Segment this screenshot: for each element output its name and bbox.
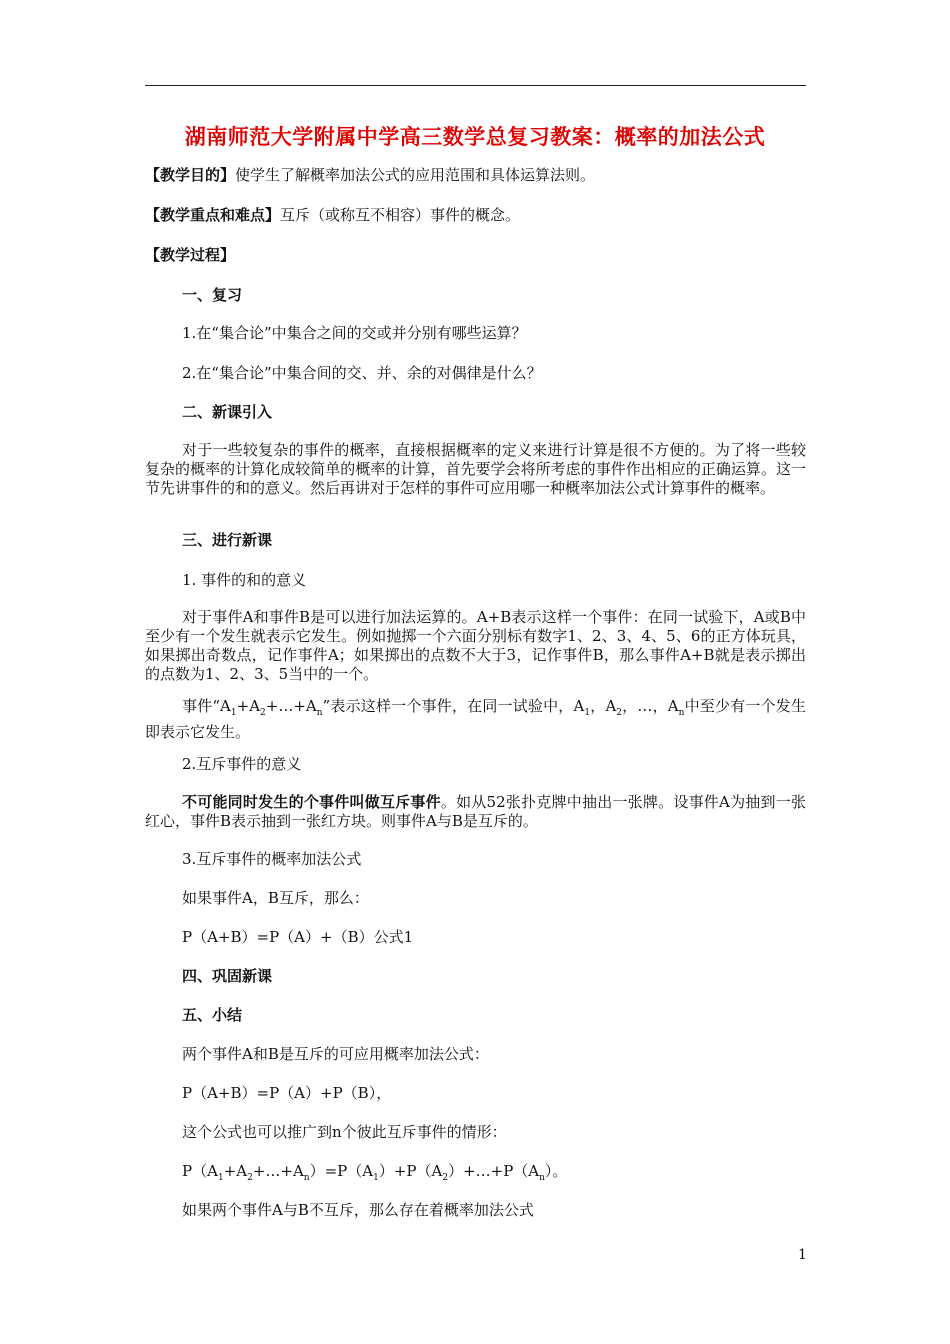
page-number: 1 xyxy=(798,1247,807,1263)
event-sum-paragraph: 对于事件A和事件B是可以进行加法运算的。A+B表示这样一个事件：在同一试验下，A或B中至少有一个发生就表示它发生。例如抛掷一个六面分别标有数字1、2、3、4、5、6的正方体玩具，如果掷出奇数点，记作事件A；如果掷出的点数不大于3，记作事件B，那么事件A+B就是表示掷出的点数为1、2、3、5当中的一个。 xyxy=(145,608,806,683)
f3-sub-2: 2 xyxy=(247,1173,253,1183)
subsection-mutually-exclusive: 2.互斥事件的意义 xyxy=(182,755,302,773)
document-title: 湖南师范大学附属中学高三数学总复习教案：概率的加法公式 xyxy=(184,125,766,149)
formula-1: P（A+B）=P（A）+（B）公式1 xyxy=(182,928,414,946)
f3-d: ）=P（A xyxy=(309,1162,374,1180)
f3-c: +…+A xyxy=(252,1162,304,1180)
summary-line-2: 这个公式也可以推广到n个彼此互斥事件的情形： xyxy=(182,1123,507,1141)
definition-rest: 。如从52张扑克牌中抽出一张牌。设事件A为抽到一张红心，事件B表示抽到一张红方块。则事件A与B是互斥的。 xyxy=(145,793,806,830)
objective-text: 使学生了解概率加法公式的应用范围和具体运算法则。 xyxy=(235,166,596,184)
f3-e: ）+P（A xyxy=(378,1162,443,1180)
p2-c: +…+A xyxy=(265,697,317,715)
event-sum-general-paragraph xyxy=(145,697,806,742)
sub-n: n xyxy=(316,708,323,718)
subsection-addition-formula: 3.互斥事件的概率加法公式 xyxy=(182,850,362,868)
intro-paragraph: 对于一些较复杂的事件的概率，直接根据概率的定义来进行计算是很不方便的。为了将一些较复杂的概率的计算化成较简单的概率的计算，首先要学会将所考虑的事件作出相应的正确运算。这一节先讲事件的和的意义。然后再讲对于怎样的事件可应用哪一种概率加法公式计算事件的概率。 xyxy=(145,441,806,497)
summary-line-3: 如果两个事件A与B不互斥，那么存在着概率加法公式 xyxy=(182,1201,534,1219)
header-rule xyxy=(145,85,806,86)
p2-e: ，A xyxy=(590,697,617,715)
f3-sub-2b: 2 xyxy=(442,1173,449,1183)
subsection-event-sum: 1. 事件的和的意义 xyxy=(182,571,307,589)
objective-line xyxy=(145,165,595,185)
process-label: 【教学过程】 xyxy=(145,246,236,264)
summary-line-1: 两个事件A和B是互斥的可应用概率加法公式： xyxy=(182,1045,489,1063)
section-summary-heading: 五、小结 xyxy=(182,1006,243,1024)
sub-nb: n xyxy=(678,708,685,718)
p2-d: ”表示这样一个事件，在同一试验中，A xyxy=(322,697,585,715)
if-exclusive-line: 如果事件A，B互斥，那么： xyxy=(182,889,369,907)
keypoints-text: 互斥（或称互不相容）事件的概念。 xyxy=(280,206,521,224)
f3-sub-nb: n xyxy=(539,1173,545,1183)
sub-1b: 1 xyxy=(584,708,591,718)
f3-f: ）+…+P（A xyxy=(448,1162,540,1180)
review-question-2: 2.在“集合论”中集合间的交、并、余的对偶律是什么？ xyxy=(182,364,542,382)
p2-f: ，…，A xyxy=(622,697,679,715)
keypoints-line xyxy=(145,205,520,225)
review-question-1: 1.在“集合论”中集合之间的交或并分别有哪些运算？ xyxy=(182,324,527,342)
f3-sub-1: 1 xyxy=(217,1173,224,1183)
f3-sub-1b: 1 xyxy=(373,1173,379,1183)
keypoints-label: 【教学重点和难点】 xyxy=(145,206,281,224)
sub-2: 2 xyxy=(260,708,266,718)
mutually-exclusive-paragraph xyxy=(145,793,806,831)
sub-2b: 2 xyxy=(616,708,623,718)
f3-g: ）。 xyxy=(544,1162,568,1180)
objective-label: 【教学目的】 xyxy=(145,166,236,184)
p2-g: 中至少有一个发生即表示它发生。 xyxy=(145,697,806,741)
section-review-heading: 一、复习 xyxy=(182,286,243,304)
section-intro-heading: 二、新课引入 xyxy=(182,403,273,421)
f3-a: P（A xyxy=(182,1162,218,1180)
definition-bold: 不可能同时发生的个事件叫做互斥事件 xyxy=(182,793,441,811)
f3-sub-n: n xyxy=(303,1173,310,1183)
sub-1: 1 xyxy=(230,708,237,718)
section-consolidate-heading: 四、巩固新课 xyxy=(182,967,273,985)
formula-3 xyxy=(182,1161,567,1188)
section-new-lesson-heading: 三、进行新课 xyxy=(182,531,273,549)
p2-b: +A xyxy=(236,697,261,715)
p2-a: 事件“A xyxy=(182,697,231,715)
f3-b: +A xyxy=(223,1162,248,1180)
formula-2: P（A+B）=P（A）+P（B）， xyxy=(182,1084,392,1102)
